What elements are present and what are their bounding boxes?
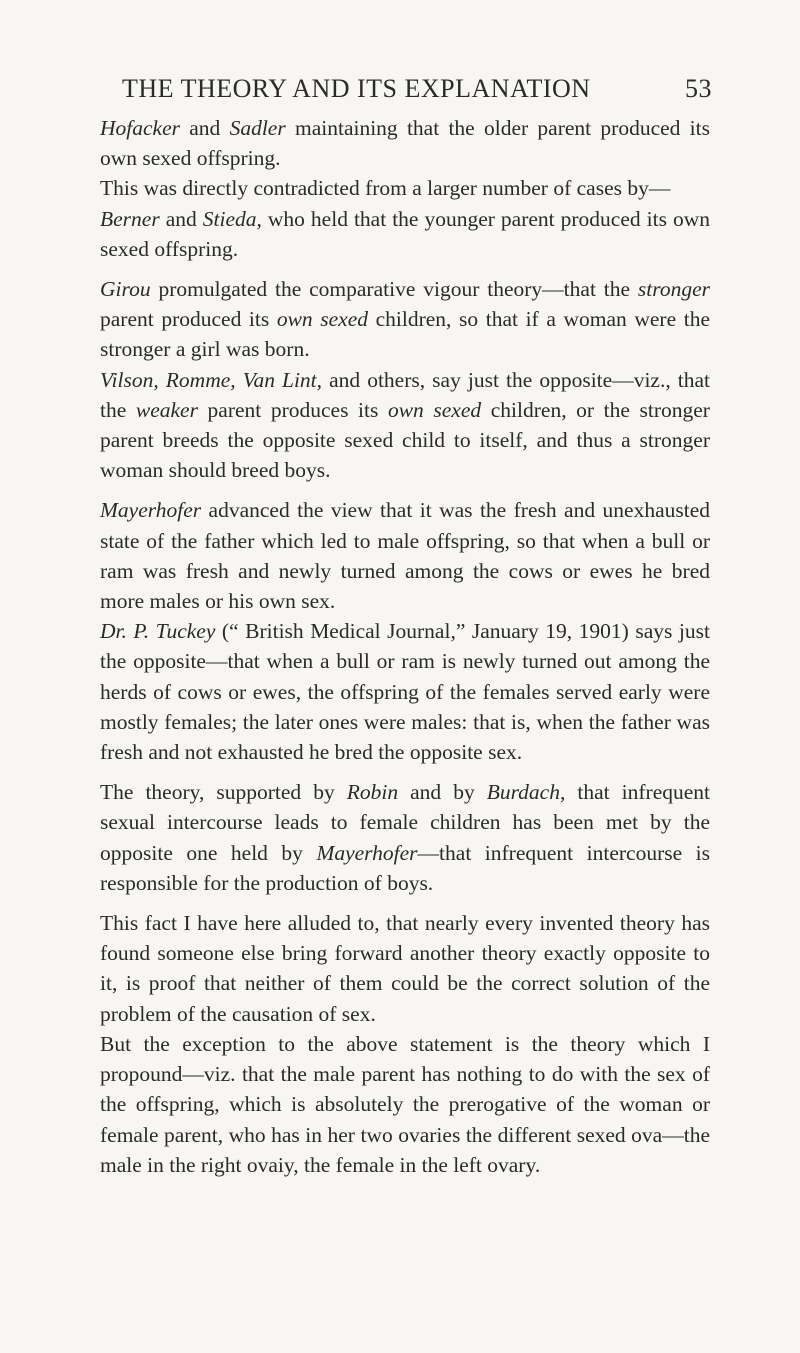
text-run: who held that the younger parent produced its own sexed offspring. xyxy=(100,206,710,261)
text-run: that infrequent sexual intercourse leads to female children has been met by the opposite one held by xyxy=(100,780,711,865)
text-run: —that infrequent intercourse is responsible for the production of boys. xyxy=(100,840,710,895)
page-number: 53 xyxy=(685,74,712,103)
italic-text: own sexed xyxy=(276,307,369,332)
paragraph-this-fact xyxy=(100,908,710,1029)
body-text xyxy=(100,113,710,1180)
text-run: and xyxy=(159,206,203,231)
italic-text: Vilson, Romme, Van Lint, xyxy=(100,367,323,392)
text-run: This fact I have here alluded to, that nearly every invented theory has found someone else bring forward another theory exactly opposite to it, is proof that neither of them could be the correct solution of the problem of the causation of sex. xyxy=(100,911,710,1026)
text-run: The theory, supported by xyxy=(100,780,347,805)
text-run: promulgated the comparative vigour theory—that the xyxy=(150,277,638,302)
text-run: advanced the view that it was the fresh and unexhausted state of the father which led to male offspring, so that when a bull or ram was fresh and newly turned among the cows or ewes he bred more males or his own sex. xyxy=(100,498,710,614)
paragraph-contradicted xyxy=(100,173,710,203)
text-run: and xyxy=(180,116,230,140)
text-run: children, so that if a woman were the stronger a girl was born. xyxy=(100,307,710,362)
paragraph-exception xyxy=(100,1029,710,1180)
italic-text: stronger xyxy=(637,277,710,302)
running-header xyxy=(122,74,712,104)
text-run: children, or the stronger parent breeds the opposite sexed child to itself, and thus a stronger woman should breed boys. xyxy=(100,397,710,483)
paragraph-berner xyxy=(100,204,710,264)
text-run: This was directly contradicted from a larger number of cases by— xyxy=(100,176,671,201)
italic-text: Mayerhofer xyxy=(100,498,202,523)
text-run: But the exception to the above statement is the theory which I propound—viz. that the male parent has nothing to do with the sex of the offspring, which is absolutely the prerogative of the woman or female parent, who has in her two ovaries the different sexed ova—the male in the right ovaiy, the female in the left ovary. xyxy=(100,1031,710,1177)
italic-text: Stieda, xyxy=(202,206,262,231)
paragraph-robin-burdach xyxy=(100,777,710,898)
italic-text: Mayerhofer xyxy=(316,840,418,865)
italic-text: own sexed xyxy=(387,397,482,422)
italic-text: Dr. P. Tuckey xyxy=(100,619,216,644)
text-run: maintaining that the older parent produced its own sexed offspring. xyxy=(100,116,710,171)
paragraph-hofacker xyxy=(100,113,710,173)
paragraph-girou xyxy=(100,274,710,365)
running-title: THE THEORY AND ITS EXPLANATION xyxy=(122,74,591,103)
paragraph-vilson xyxy=(100,365,710,486)
italic-text: Robin xyxy=(346,780,399,805)
text-run: and by xyxy=(398,780,487,805)
text-run: parent produced its xyxy=(100,307,277,332)
italic-text: Berner xyxy=(100,206,160,231)
italic-text: Hofacker xyxy=(100,116,180,140)
text-run: parent produces its xyxy=(197,397,388,422)
italic-text: Sadler xyxy=(229,116,286,140)
text-run: and others, say just the opposite—viz., that the xyxy=(100,367,711,422)
paragraph-mayerhofer xyxy=(100,495,710,616)
paragraph-tuckey xyxy=(100,616,710,767)
italic-text: weaker xyxy=(135,397,198,422)
text-run: (“ British Medical Journal,” January 19, 1901) says just the opposite—that when a bull or ram is newly turned out among the herds of cows or ewes, the offspring of the females served early were mostly females; the later ones were males: that is, when the father was fresh and not exhausted he bred the opposite sex. xyxy=(100,619,710,765)
italic-text: Girou xyxy=(100,277,151,302)
italic-text: Burdach, xyxy=(486,780,566,805)
